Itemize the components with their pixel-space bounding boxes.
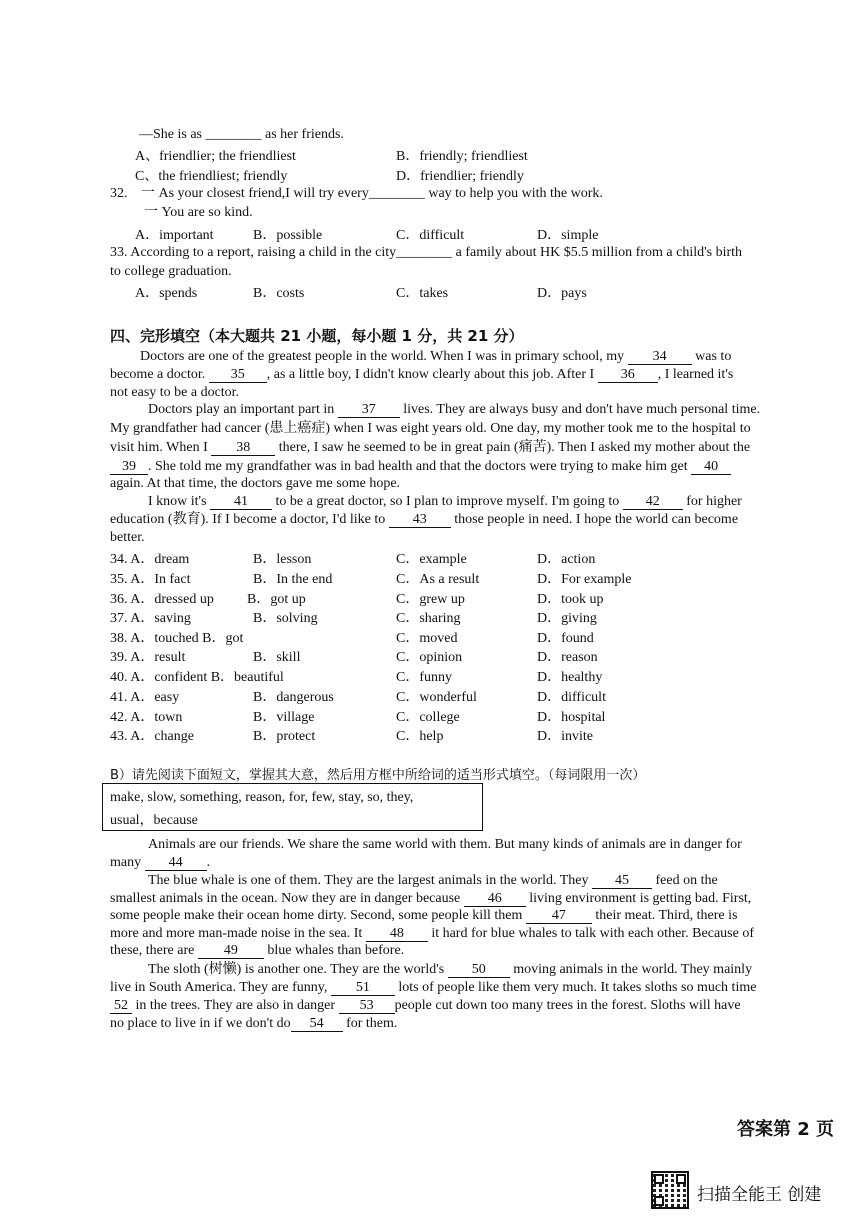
passage-line: not easy to be a doctor. bbox=[110, 385, 240, 400]
partb-line: no place to live in if we don't do 54 for them. bbox=[110, 1016, 398, 1031]
partb-line: more and more man-made noise in the sea. It 48 it hard for blue whales to talk with each other. Because of bbox=[110, 926, 754, 941]
blank-36[interactable]: 36 bbox=[598, 368, 658, 383]
q33-stem: 33. According to a report, raising a child in the city________ a family about HK $5.5 million from a child's birth bbox=[110, 245, 743, 260]
blank-42[interactable]: 42 bbox=[623, 495, 683, 510]
passage-line: I know it's 41 to be a great doctor, so I plan to improve myself. I'm going to 42 for higher bbox=[148, 494, 742, 509]
q31-stem: —She is as ________ as her friends. bbox=[139, 127, 344, 142]
blank-51[interactable]: 51 bbox=[331, 981, 395, 996]
passage-line: Doctors are one of the greatest people in the world. When I was in primary school, my 34 was to bbox=[140, 349, 732, 364]
blank-37[interactable]: 37 bbox=[338, 403, 400, 418]
q33-option-b: B．costs bbox=[253, 286, 305, 301]
q31-option-b: B．friendly; friendliest bbox=[396, 149, 528, 164]
blank-47[interactable]: 47 bbox=[526, 909, 592, 924]
q33-option-a: A．spends bbox=[135, 286, 198, 301]
q31-option-a: A、friendlier; the friendliest bbox=[135, 149, 296, 164]
passage-line: My grandfather had cancer (患上癌症) when I was eight years old. One day, my mother took me to the hospital to bbox=[110, 421, 751, 436]
blank-52[interactable]: 52 bbox=[110, 999, 132, 1014]
q32-number: 32. bbox=[110, 186, 128, 201]
q32-option-a: A．important bbox=[135, 228, 214, 243]
partb-line: many 44 . bbox=[110, 855, 211, 870]
blank-48[interactable]: 48 bbox=[366, 927, 428, 942]
blank-46[interactable]: 46 bbox=[464, 892, 526, 907]
blank-49[interactable]: 49 bbox=[198, 944, 264, 959]
blank-44[interactable]: 44 bbox=[145, 856, 207, 871]
blank-45[interactable]: 45 bbox=[592, 874, 652, 889]
partb-line: Animals are our friends. We share the same world with them. But many kinds of animals are in danger for bbox=[148, 837, 742, 852]
partb-line: these, there are 49 blue whales than before. bbox=[110, 943, 405, 958]
blank-54[interactable]: 54 bbox=[291, 1017, 343, 1032]
partb-line: some people make their ocean home dirty. Second, some people kill them 47 their meat. Third, there is bbox=[110, 908, 738, 923]
partb-heading: B）请先阅读下面短文，掌握其大意，然后用方框中所给词的适当形式填空。（每词限用一次） bbox=[110, 768, 646, 783]
passage-line: education (教育). If I become a doctor, I'd like to 43 those people in need. I hope the world can become bbox=[110, 512, 739, 527]
passage-line: 39 . She told me my grandfather was in bad health and that the doctors were trying to make him get 40 bbox=[110, 458, 731, 475]
q31-option-d: D．friendlier; friendly bbox=[396, 169, 524, 184]
blank-50[interactable]: 50 bbox=[448, 963, 510, 978]
passage-line: better. bbox=[110, 530, 145, 545]
partb-line: smallest animals in the ocean. Now they are in danger because 46 living environment is getting bad. First, bbox=[110, 891, 752, 906]
q33-stem-cont: to college graduation. bbox=[110, 264, 232, 279]
q32-option-b: B．possible bbox=[253, 228, 323, 243]
blank-38[interactable]: 38 bbox=[211, 441, 275, 456]
q32-option-c: C．difficult bbox=[396, 228, 465, 243]
qr-code-icon bbox=[651, 1171, 689, 1209]
partb-line: 52 in the trees. They are also in danger 53 people cut down too many trees in the forest. Sloths will have bbox=[110, 997, 741, 1014]
passage-line: visit him. When I 38 there, I saw he seemed to be in great pain (痛苦). Then I asked my mother about the bbox=[110, 440, 751, 455]
word-box-line: usual，because bbox=[110, 813, 198, 828]
word-box-line: make, slow, something, reason, for, few, stay, so, they, bbox=[110, 790, 414, 805]
blank-40[interactable]: 40 bbox=[691, 460, 731, 475]
q32-stem: 一 As your closest friend,I will try every________ way to help you with the work. bbox=[141, 186, 603, 201]
scanner-watermark: 扫描全能王 创建 bbox=[697, 1185, 822, 1205]
page-number-label: 答案第 2 页 bbox=[737, 1119, 835, 1140]
partb-line: The blue whale is one of them. They are the largest animals in the world. They 45 feed on the bbox=[148, 873, 718, 888]
partb-line: live in South America. They are funny, 51 lots of people like them very much. It takes sloths so much time bbox=[110, 980, 757, 995]
blank-43[interactable]: 43 bbox=[389, 513, 451, 528]
passage-line: again. At that time, the doctors gave me some hope. bbox=[110, 476, 401, 491]
q32-option-d: D．simple bbox=[537, 228, 599, 243]
passage-line: become a doctor. 35 , as a little boy, I didn't know clearly about this job. After I 36 , I learned it's bbox=[110, 367, 734, 382]
q33-option-d: D．pays bbox=[537, 286, 587, 301]
q33-option-c: C．takes bbox=[396, 286, 449, 301]
blank-34[interactable]: 34 bbox=[628, 350, 692, 365]
blank-53[interactable]: 53 bbox=[339, 999, 395, 1014]
passage-line: Doctors play an important part in 37 lives. They are always busy and don't have much personal time. bbox=[148, 402, 761, 417]
q31-option-c: C、the friendliest; friendly bbox=[135, 169, 288, 184]
blank-35[interactable]: 35 bbox=[209, 368, 267, 383]
blank-39[interactable]: 39 bbox=[110, 460, 148, 475]
blank-41[interactable]: 41 bbox=[210, 495, 272, 510]
cloze-heading: 四、完形填空（本大题共 21 小题，每小题 1 分，共 21 分） bbox=[110, 327, 524, 345]
word-box bbox=[102, 783, 483, 831]
partb-line: The sloth (树懒) is another one. They are the world's 50 moving animals in the world. They mainly bbox=[148, 962, 753, 977]
q32-reply: 一 You are so kind. bbox=[144, 205, 253, 220]
